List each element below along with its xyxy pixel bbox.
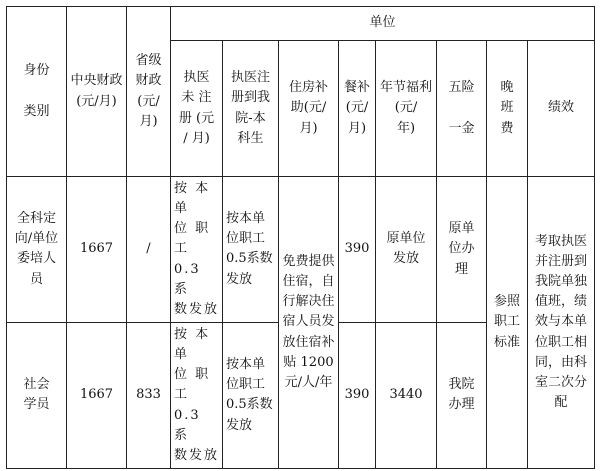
header-unit: 单位	[171, 7, 595, 41]
night-shift-fee-cell: 参照 职工 标准	[487, 177, 528, 469]
insurance-fund-cell: 我院 办理	[437, 322, 487, 468]
housing-allowance-cell: 免费提供 住宿，自 行解决住 宿人员发 放住宿补 贴 1200 元/人/年	[279, 177, 339, 469]
cert-registered-cell: 按本单 位职工 0.5系数 发放	[223, 322, 279, 468]
header-performance: 绩效	[528, 41, 595, 177]
insurance-fund-cell: 原单 位办 理	[437, 177, 487, 323]
header-identity: 身份 类别	[7, 7, 67, 177]
central-finance-cell: 1667	[67, 322, 127, 468]
cert-registered-cell: 按本单 位职工 0.5系数 发放	[223, 177, 279, 323]
header-night-shift-fee: 晚 班 费	[487, 41, 528, 177]
header-row-top	[7, 7, 595, 41]
central-finance-cell: 1667	[67, 177, 127, 323]
identity-cell: 全科定 向/单位 委培人 员	[7, 177, 67, 323]
meal-allowance-cell: 390	[339, 177, 376, 323]
identity-cell: 社会 学员	[7, 322, 67, 468]
header-meal-allowance: 餐补 (元/月)	[339, 41, 376, 177]
header-central-finance: 中央财政 (元/月)	[67, 7, 127, 177]
header-housing-allowance: 住房补 助(元/ 月)	[279, 41, 339, 177]
provincial-finance-cell: 833	[127, 322, 171, 468]
header-cert-unregistered: 执医 未 注 册 (元 / 月)	[171, 41, 223, 177]
header-insurance-fund: 五险 一金	[437, 41, 487, 177]
performance-cell: 考取执医 并注册到 我院单独 值班，绩 效与本单 位职工相 同，由科 室二次分 配	[528, 177, 595, 469]
holiday-welfare-cell: 3440	[376, 322, 437, 468]
meal-allowance-cell: 390	[339, 322, 376, 468]
cert-unregistered-cell: 按 本 单 位 职 工 0.3 系 数发放	[171, 322, 223, 468]
table-row	[7, 177, 595, 323]
header-provincial-finance: 省级 财政 (元/ 月)	[127, 7, 171, 177]
header-holiday-welfare: 年节福利 (元/ 年)	[376, 41, 437, 177]
provincial-finance-cell: /	[127, 177, 171, 323]
subsidy-table	[6, 6, 595, 469]
header-cert-registered: 执医注 册到我 院-本 科生	[223, 41, 279, 177]
holiday-welfare-cell: 原单位 发放	[376, 177, 437, 323]
cert-unregistered-cell: 按 本 单 位 职 工 0.3 系 数发放	[171, 177, 223, 323]
